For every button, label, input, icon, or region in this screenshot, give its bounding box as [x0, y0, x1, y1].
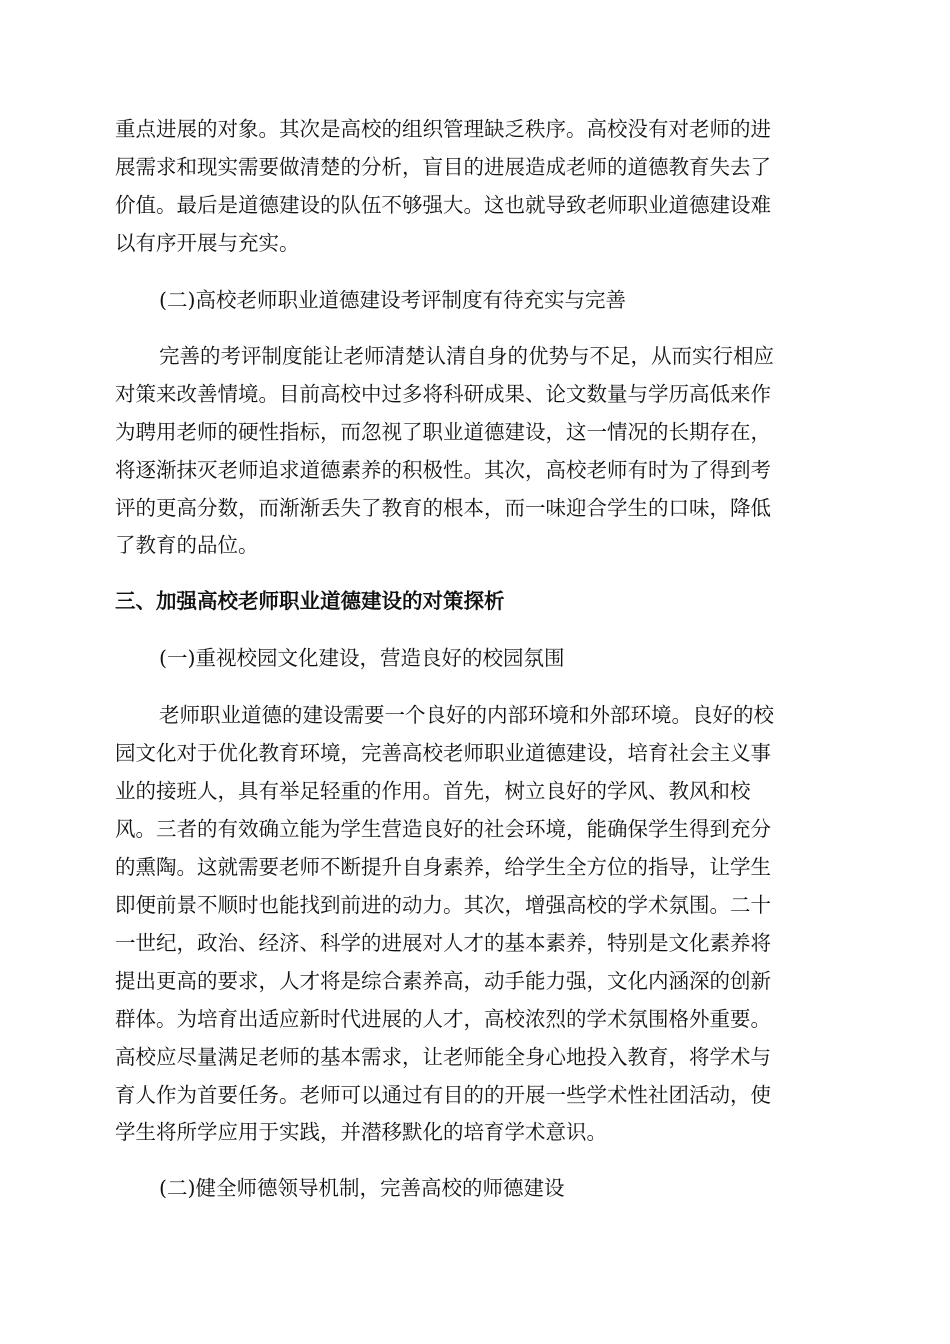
body-text-line: 高校应尽量满足老师的基本需求，让老师能全身心地投入教育，将学术与 [115, 1045, 771, 1069]
subsection-heading: (二)高校老师职业道德建设考评制度有待充实与完善 [159, 288, 626, 312]
body-text-line: 为聘用老师的硬性指标，而忽视了职业道德建设，这一情况的长期存在， [115, 420, 771, 444]
body-text-line: 完善的考评制度能让老师清楚认清自身的优势与不足，从而实行相应 [159, 344, 774, 368]
body-text-line: 园文化对于优化教育环境，完善高校老师职业道德建设，培育社会主义事 [115, 741, 771, 765]
body-text-line: 提出更高的要求，人才将是综合素养高，动手能力强，文化内涵深的创新 [115, 969, 771, 993]
body-text-line: 重点进展的对象。其次是高校的组织管理缺乏秩序。高校没有对老师的进 [115, 117, 771, 141]
body-text-line: 业的接班人，具有举足轻重的作用。首先，树立良好的学风、教风和校 [115, 779, 751, 803]
subsection-heading: (二)健全师德领导机制，完善高校的师德建设 [159, 1176, 565, 1200]
body-text-line: 风。三者的有效确立能为学生营造良好的社会环境，能确保学生得到充分 [115, 817, 771, 841]
body-text-line: 学生将所学应用于实践，并潜移默化的培育学术意识。 [115, 1120, 607, 1144]
body-text-line: 的熏陶。这就需要老师不断提升自身素养，给学生全方位的指导，让学生 [115, 855, 771, 879]
body-text-line: 一世纪，政治、经济、科学的进展对人才的基本素养，特别是文化素养将 [115, 931, 771, 955]
body-text-line: 评的更高分数，而渐渐丢失了教育的根本，而一味迎合学生的口味，降低 [115, 496, 771, 520]
body-text-line: 老师职业道德的建设需要一个良好的内部环境和外部环境。良好的校 [159, 703, 774, 727]
body-text-line: 价值。最后是道德建设的队伍不够强大。这也就导致老师职业道德建设难 [115, 193, 771, 217]
body-text-line: 将逐渐抹灭老师追求道德素养的积极性。其次，高校老师有时为了得到考 [115, 458, 771, 482]
body-text-line: 即便前景不顺时也能找到前进的动力。其次，增强高校的学术氛围。二十 [115, 893, 771, 917]
body-text-line: 群体。为培育出适应新时代进展的人才，高校浓烈的学术氛围格外重要。 [115, 1007, 771, 1031]
body-text-line: 展需求和现实需要做清楚的分析，盲目的进展造成老师的道德教育失去了 [115, 155, 771, 179]
section-heading: 三、加强高校老师职业道德建设的对策探析 [115, 589, 505, 613]
body-text-line: 以有序开展与充实。 [115, 231, 300, 255]
body-text-line: 育人作为首要任务。老师可以通过有目的的开展一些学术性社团活动，使 [115, 1083, 771, 1107]
subsection-heading: (一)重视校园文化建设，营造良好的校园氛围 [159, 646, 565, 670]
body-text-line: 了教育的品位。 [115, 533, 259, 557]
body-text-line: 对策来改善情境。目前高校中过多将科研成果、论文数量与学历高低来作 [115, 382, 771, 406]
